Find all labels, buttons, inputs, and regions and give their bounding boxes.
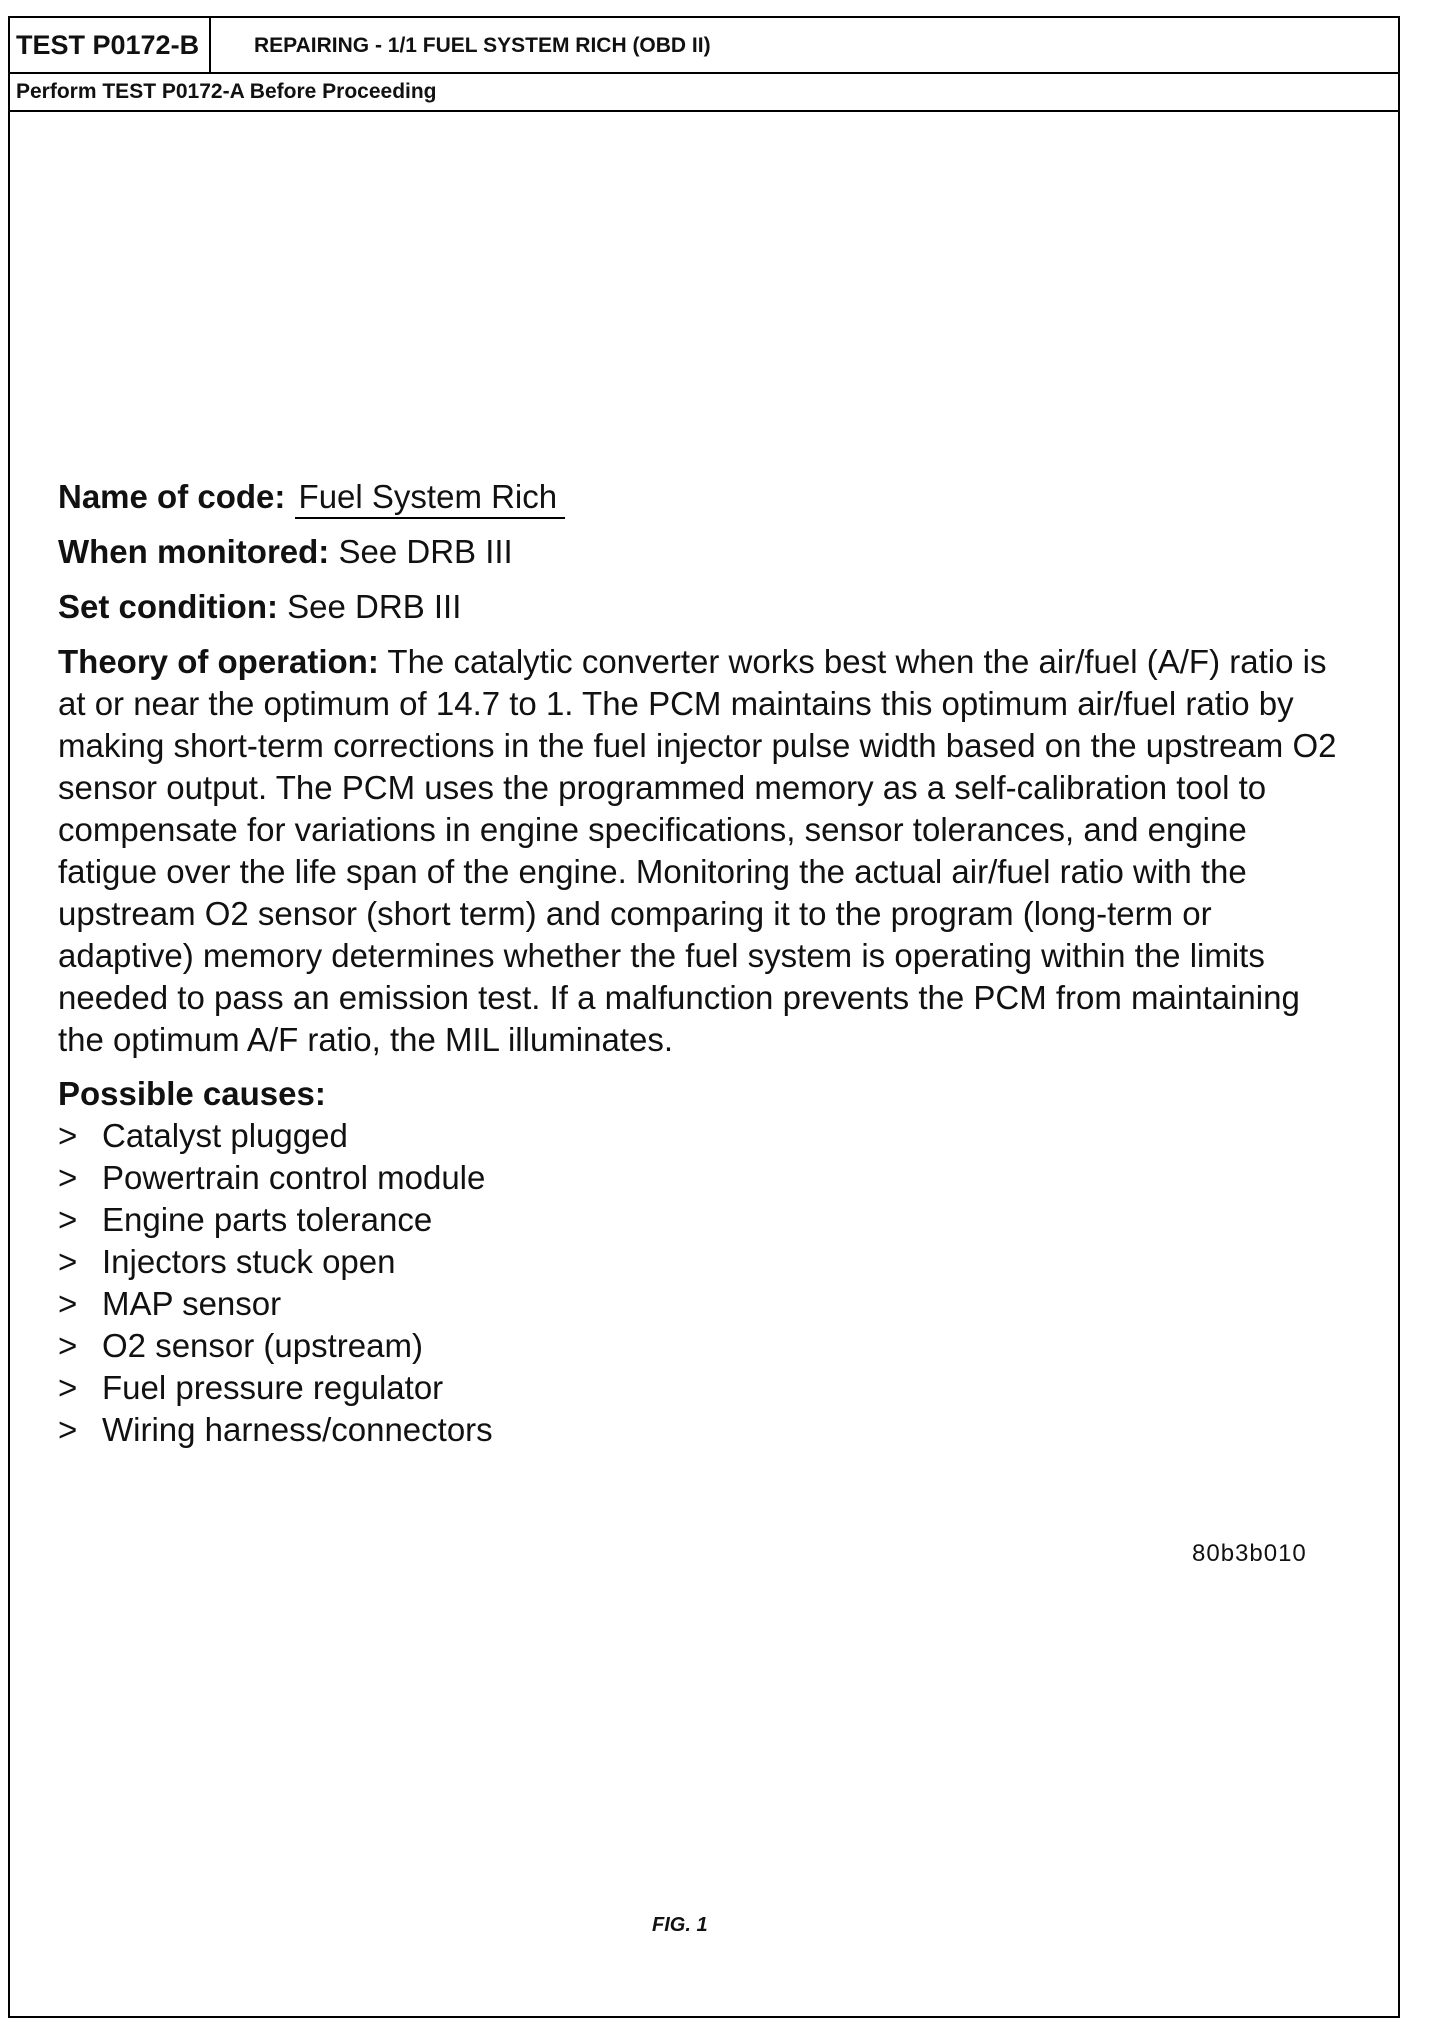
bullet-marker: >: [58, 1285, 78, 1322]
possible-causes-list: [58, 1115, 1348, 1451]
possible-causes-title: Possible causes:: [58, 1075, 326, 1112]
set-condition-value: See DRB III: [287, 588, 462, 625]
list-item: [58, 1157, 1348, 1199]
when-monitored-label: When monitored:: [58, 533, 330, 570]
set-condition-field: [58, 586, 1348, 628]
figure-label: FIG. 1: [652, 1914, 708, 1936]
test-id: TEST P0172-B: [10, 18, 211, 72]
list-item: [58, 1367, 1348, 1409]
theory-label: Theory of operation:: [58, 643, 379, 680]
list-item: [58, 1199, 1348, 1241]
list-item: [58, 1283, 1348, 1325]
when-monitored-field: [58, 531, 1348, 573]
test-title: REPAIRING - 1/1 FUEL SYSTEM RICH (OBD II): [254, 34, 711, 57]
cause-text: Powertrain control module: [102, 1159, 486, 1196]
cause-text: O2 sensor (upstream): [102, 1327, 423, 1364]
cause-text: Wiring harness/connectors: [102, 1411, 493, 1448]
bullet-marker: >: [58, 1117, 78, 1154]
bullet-marker: >: [58, 1411, 78, 1448]
header-row: [10, 18, 1398, 74]
content-body: [58, 476, 1348, 1451]
prerequisite-note: Perform TEST P0172-A Before Proceeding: [10, 74, 1398, 112]
cause-text: Fuel pressure regulator: [102, 1369, 444, 1406]
theory-of-operation: [58, 641, 1348, 1061]
bullet-marker: >: [58, 1201, 78, 1238]
name-of-code-value: Fuel System Rich: [295, 478, 566, 519]
theory-text: The catalytic converter works best when the air/fuel (A/F) ratio is at or near the optimum of 14.7 to 1. The PCM maintains this optimum air/fuel ratio by making short-term corrections in the fuel injector pulse width based on the upstream O2 sensor output. The PCM uses the programmed memory as a self-calibration tool to compensate for variations in engine specifications, sensor tolerances, and engine fatigue over the life span of the engine. Monitoring the actual air/fuel ratio with the upstream O2 sensor (short term) and comparing it to the program (long-term or adaptive) memory determines whether the fuel system is operating within the limits needed to pass an emission test. If a malfunction prevents the PCM from maintaining the optimum A/F ratio, the MIL illuminates.: [58, 643, 1337, 1058]
list-item: [58, 1409, 1348, 1451]
reference-code: 80b3b010: [1192, 1540, 1307, 1567]
bullet-marker: >: [58, 1327, 78, 1364]
list-item: [58, 1325, 1348, 1367]
cause-text: Catalyst plugged: [102, 1117, 348, 1154]
bullet-marker: >: [58, 1159, 78, 1196]
list-item: [58, 1241, 1348, 1283]
set-condition-label: Set condition:: [58, 588, 278, 625]
bullet-marker: >: [58, 1243, 78, 1280]
cause-text: Engine parts tolerance: [102, 1201, 433, 1238]
list-item: [58, 1115, 1348, 1157]
cause-text: MAP sensor: [102, 1285, 282, 1322]
name-of-code-field: [58, 476, 1348, 518]
bullet-marker: >: [58, 1369, 78, 1406]
cause-text: Injectors stuck open: [102, 1243, 396, 1280]
when-monitored-value: See DRB III: [338, 533, 513, 570]
name-of-code-label: Name of code:: [58, 478, 286, 515]
